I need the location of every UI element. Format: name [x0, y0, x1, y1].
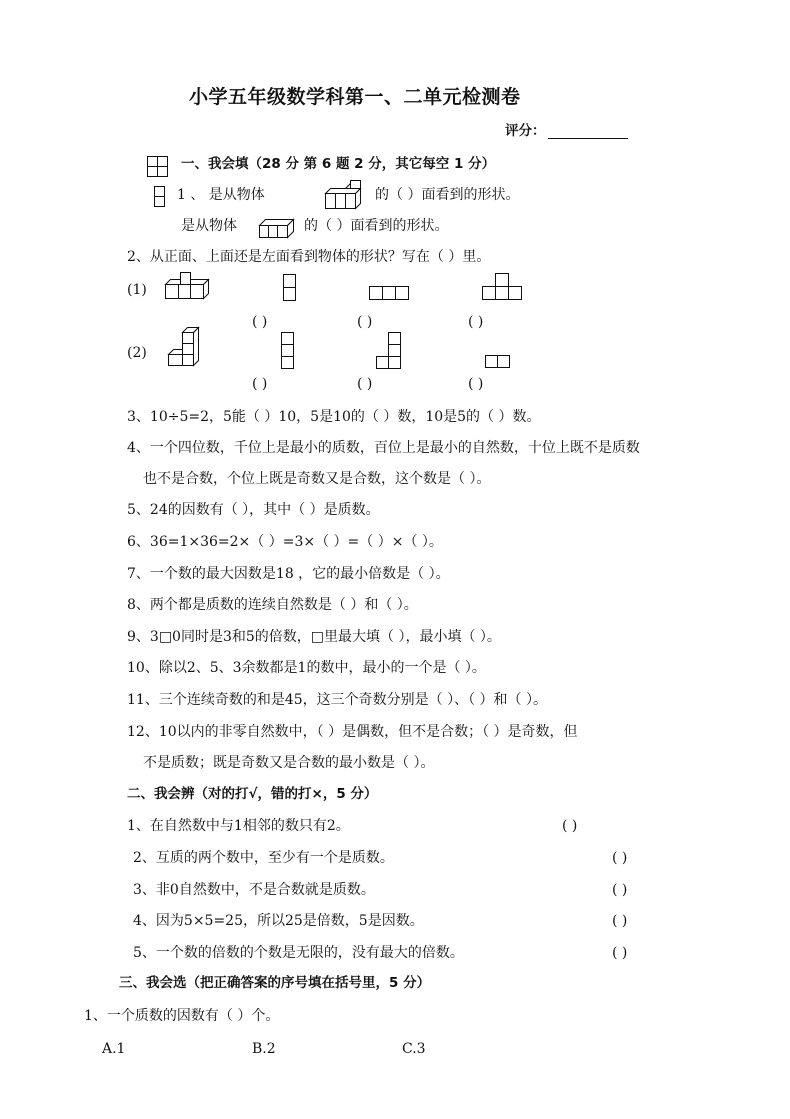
q7-text: 7、一个数的最大因数是18 ，它的最小倍数是（ ）。 [127, 566, 450, 582]
q2-2-view-c [485, 355, 513, 371]
q1-line2-tail: 的（ ）面看到的形状。 [304, 218, 449, 234]
section1-heading: 一、我会填（28 分 第 6 题 2 分，其它每空 1 分） [181, 156, 496, 172]
q2-2-blank-c: ( ) [468, 376, 484, 392]
q11-text: 11、三个连续奇数的和是45，这三个奇数分别是（ ）、（ ）和（ ）。 [127, 692, 547, 708]
q1-line2-text: 是从物体 [181, 218, 237, 234]
q5-text: 5、24的因数有（ ），其中（ ）是质数。 [127, 502, 380, 518]
q2-2-object-icon [168, 326, 202, 368]
judge-answer-1: ( ) [562, 818, 578, 834]
q9-text: 9、3□0同时是3和5的倍数，□里最大填（ ），最小填（ ）。 [127, 629, 501, 645]
q3-text: 3、10÷5=2，5能（ ）10，5是10的（ ）数，10是5的（ ）数。 [127, 409, 541, 425]
q2-2-blank-b: ( ) [357, 376, 373, 392]
score-blank [548, 125, 628, 139]
score-field [505, 124, 628, 139]
grid-view-icon [147, 156, 169, 178]
judge-answer-5: ( ) [612, 945, 628, 961]
q2-1-blank-b: ( ) [357, 314, 373, 330]
q2-1-view-b [369, 286, 411, 302]
q4-text-line2: 也不是合数，个位上既是奇数又是合数，这个数是（ ）。 [143, 471, 491, 487]
q2-label-1: (1) [127, 282, 147, 298]
q10-text: 10、除以2、5、3余数都是1的数中，最小的一个是（ ）。 [127, 660, 486, 676]
judge-item-5: 5、一个数的倍数的个数是无限的，没有最大的倍数。 [133, 945, 464, 961]
judge-answer-2: ( ) [612, 850, 628, 866]
q12-text-line1: 12、10以内的非零自然数中，（ ）是偶数，但不是合数；（ ）是奇数，但 [127, 724, 578, 740]
q2-1-view-a [283, 274, 297, 302]
choice-question-1: 1、一个质数的因数有（ ）个。 [84, 1008, 280, 1024]
judge-item-1: 1、在自然数中与1相邻的数只有2。 [127, 818, 350, 834]
judge-answer-3: ( ) [612, 882, 628, 898]
q2-text: 2、从正面、上面还是左面看到物体的形状？写在（ ）里。 [127, 249, 491, 265]
q2-2-view-b [376, 332, 404, 370]
choice-option-a: A.1 [102, 1041, 126, 1057]
q4-text-line1: 4、一个四位数，千位上是最小的质数，百位上是最小的自然数，十位上既不是质数 [127, 440, 640, 456]
q1-line1-text: 1 、 是从物体 [177, 187, 265, 203]
q1-line1-tail: 的（ ）面看到的形状。 [375, 187, 520, 203]
choice-option-b: B.2 [252, 1041, 276, 1057]
q2-1-view-c [482, 273, 524, 303]
score-label: 评分： [505, 123, 546, 139]
q2-1-object-icon [165, 271, 211, 301]
choice-option-c: C.3 [402, 1041, 426, 1057]
section2-heading: 二、我会辨（对的打√，错的打×，5 分） [127, 786, 378, 802]
object-stack-icon [325, 180, 367, 210]
q2-1-blank-c: ( ) [468, 314, 484, 330]
judge-item-2: 2、互质的两个数中，至少有一个是质数。 [133, 850, 394, 866]
q6-text: 6、36=1×36=2×（ ）=3×（ ）=（ ）×（ ）。 [127, 534, 443, 550]
q2-2-blank-a: ( ) [252, 376, 268, 392]
q2-label-2: (2) [127, 345, 147, 361]
section3-heading: 三、我会选（把正确答案的序号填在括号里，5 分） [119, 975, 431, 991]
judge-answer-4: ( ) [612, 913, 628, 929]
q2-2-view-a [281, 332, 295, 370]
q2-1-blank-a: ( ) [252, 314, 268, 330]
object-flat-icon [259, 218, 295, 240]
q12-text-line2: 不是质数；既是奇数又是合数的最小数是（ ）。 [143, 755, 435, 771]
judge-item-3: 3、非0自然数中，不是合数就是质数。 [133, 882, 375, 898]
q8-text: 8、两个都是质数的连续自然数是（ ）和（ ）。 [127, 597, 418, 613]
judge-item-4: 4、因为5×5=25，所以25是倍数，5是因数。 [133, 913, 424, 929]
vertical-view-icon [154, 186, 166, 210]
page-title: 小学五年级数学科第一、二单元检测卷 [189, 86, 521, 108]
